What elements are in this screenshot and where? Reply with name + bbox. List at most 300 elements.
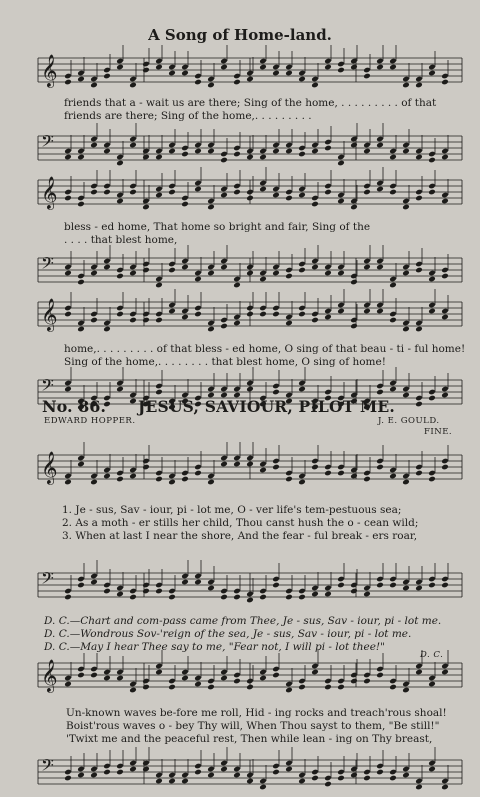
note-head — [220, 594, 228, 601]
note-head — [142, 317, 150, 324]
note-head — [311, 82, 319, 89]
note-head — [77, 582, 85, 589]
treble-clef: 𝄞 — [41, 298, 58, 331]
note-head — [233, 151, 241, 158]
note-head — [90, 479, 98, 486]
note-head — [376, 186, 384, 193]
dc-line: D. C.—Wondrous Sov-'reign of the sea, Je - sus, Sav - iour, pi - lot me. — [44, 628, 412, 640]
note-head — [207, 270, 215, 277]
note-head — [376, 264, 384, 271]
dc-line: D. C.—May I hear Thee say to me, "Fear not, I will pi - lot thee!" — [44, 641, 385, 653]
note-head — [259, 311, 267, 318]
note-head — [181, 70, 189, 77]
note-head — [285, 766, 293, 773]
note-head — [298, 594, 306, 601]
note-head — [103, 675, 111, 682]
note-head — [233, 282, 241, 289]
note-head — [259, 467, 267, 474]
note-head — [194, 276, 202, 283]
note-head — [90, 672, 98, 679]
note-head — [428, 308, 436, 315]
note-head — [155, 669, 163, 676]
note-head — [415, 669, 423, 676]
note-head — [337, 775, 345, 782]
note-head — [415, 267, 423, 274]
dc-mark: D. C. — [420, 650, 444, 660]
note-head — [259, 276, 267, 283]
dc-line: D. C.—Chart and com-pass came from Thee, Je - sus, Sav - iour, pi - lot me. — [44, 615, 442, 627]
note-head — [337, 270, 345, 277]
note-head — [415, 784, 423, 791]
note-head — [90, 270, 98, 277]
note-head — [220, 766, 228, 773]
note-head — [116, 476, 124, 483]
note-head — [181, 476, 189, 483]
note-head — [103, 473, 111, 480]
note-head — [77, 279, 85, 286]
note-head — [376, 672, 384, 679]
note-head — [441, 784, 449, 791]
note-head — [142, 588, 150, 595]
hymn-number: No. 86. — [42, 397, 106, 416]
note-head — [402, 204, 410, 211]
note-head — [246, 76, 254, 83]
note-head — [77, 76, 85, 83]
note-head — [129, 82, 137, 89]
note-head — [363, 308, 371, 315]
note-head — [376, 769, 384, 776]
note-head — [168, 479, 176, 486]
note-head — [64, 311, 72, 318]
note-head — [103, 326, 111, 333]
note-head — [220, 192, 228, 199]
note-head — [64, 775, 72, 782]
note-head — [350, 64, 358, 71]
note-head — [181, 151, 189, 158]
note-head — [77, 672, 85, 679]
note-head — [155, 64, 163, 71]
note-head — [337, 198, 345, 205]
note-head — [428, 395, 436, 402]
treble-clef: 𝄞 — [41, 451, 58, 484]
note-head — [246, 154, 254, 161]
note-head — [363, 591, 371, 598]
note-head — [116, 769, 124, 776]
note-head — [272, 192, 280, 199]
note-head — [441, 154, 449, 161]
note-head — [298, 684, 306, 691]
note-head — [103, 769, 111, 776]
note-head — [311, 317, 319, 324]
note-head — [337, 160, 345, 167]
note-head — [194, 79, 202, 86]
note-head — [90, 579, 98, 586]
note-head — [402, 392, 410, 399]
note-head — [389, 282, 397, 289]
note-head — [259, 784, 267, 791]
note-head — [376, 64, 384, 71]
note-head — [415, 401, 423, 408]
note-head — [142, 267, 150, 274]
note-head — [259, 64, 267, 71]
verse-line: 2. As a moth - er stills her child, Thou canst hush the o - cean wild; — [62, 517, 419, 529]
note-head — [90, 82, 98, 89]
note-head — [142, 684, 150, 691]
note-head — [233, 189, 241, 196]
note-head — [311, 148, 319, 155]
note-head — [103, 264, 111, 271]
note-head — [272, 311, 280, 318]
note-head — [116, 64, 124, 71]
note-head — [207, 326, 215, 333]
lyric-line: friends are there; Sing of the home,. . . . . . . . . — [64, 110, 312, 122]
note-head — [428, 70, 436, 77]
note-head — [220, 64, 228, 71]
note-head — [90, 189, 98, 196]
note-head — [376, 389, 384, 396]
note-head — [142, 67, 150, 74]
note-head — [402, 326, 410, 333]
composer-credit: J. E. GOULD. — [378, 416, 440, 426]
note-head — [285, 195, 293, 202]
note-head — [389, 64, 397, 71]
note-head — [220, 675, 228, 682]
note-head — [77, 201, 85, 208]
note-head — [233, 461, 241, 468]
note-head — [220, 461, 228, 468]
note-head — [207, 772, 215, 779]
note-head — [298, 479, 306, 486]
note-head — [311, 464, 319, 471]
lyric-line: Sing of the home,. . . . . . . . that blest home, O sing of home! — [64, 356, 386, 368]
note-head — [324, 684, 332, 691]
note-head — [77, 772, 85, 779]
note-head — [311, 669, 319, 676]
lyric-line: . . . . that blest home, — [64, 234, 178, 246]
hymn-title: JESUS, SAVIOUR, PILOT ME. — [138, 397, 395, 416]
note-head — [389, 775, 397, 782]
note-head — [155, 192, 163, 199]
note-head — [311, 264, 319, 271]
note-head — [103, 189, 111, 196]
note-head — [207, 479, 215, 486]
note-head — [259, 675, 267, 682]
note-head — [324, 591, 332, 598]
note-head — [181, 201, 189, 208]
note-head — [246, 597, 254, 604]
note-head — [246, 461, 254, 468]
note-head — [311, 201, 319, 208]
bass-clef: 𝄢 — [41, 568, 54, 592]
note-head — [389, 684, 397, 691]
note-head — [103, 148, 111, 155]
note-head — [116, 675, 124, 682]
note-head — [402, 479, 410, 486]
note-head — [181, 579, 189, 586]
note-head — [194, 769, 202, 776]
note-head — [298, 76, 306, 83]
note-head — [155, 778, 163, 785]
note-head — [194, 579, 202, 586]
note-head — [155, 476, 163, 483]
note-head — [181, 675, 189, 682]
note-head — [428, 157, 436, 164]
note-head — [324, 145, 332, 152]
note-head — [376, 308, 384, 315]
note-head — [207, 82, 215, 89]
fine-mark: FINE. — [424, 427, 453, 437]
note-head — [181, 778, 189, 785]
note-head — [428, 189, 436, 196]
note-head — [233, 79, 241, 86]
note-head — [441, 314, 449, 321]
note-head — [324, 189, 332, 196]
note-head — [272, 148, 280, 155]
note-head — [129, 473, 137, 480]
note-head — [350, 323, 358, 330]
bass-clef: 𝄢 — [41, 253, 54, 277]
note-head — [402, 82, 410, 89]
note-head — [311, 775, 319, 782]
note-head — [142, 154, 150, 161]
note-head — [363, 73, 371, 80]
note-head — [142, 766, 150, 773]
note-head — [246, 195, 254, 202]
note-head — [324, 314, 332, 321]
note-head — [389, 582, 397, 589]
author-credit: EDWARD HOPPER. — [44, 416, 136, 426]
note-head — [363, 189, 371, 196]
note-head — [350, 588, 358, 595]
lyric-line: home,. . . . . . . . . of that bless - ed home, O sing of that beau - ti - ful home! — [64, 343, 466, 355]
refrain-line: Boist'rous waves o - bey Thy will, When Thou sayst to them, "Be still!" — [66, 720, 440, 732]
note-head — [402, 687, 410, 694]
note-head — [272, 270, 280, 277]
note-head — [116, 591, 124, 598]
note-head — [324, 781, 332, 788]
note-head — [90, 317, 98, 324]
note-head — [376, 582, 384, 589]
note-head — [402, 772, 410, 779]
note-head — [285, 70, 293, 77]
note-head — [246, 684, 254, 691]
note-head — [246, 386, 254, 393]
note-head — [168, 594, 176, 601]
note-head — [90, 772, 98, 779]
note-head — [259, 154, 267, 161]
note-head — [389, 154, 397, 161]
note-head — [441, 669, 449, 676]
note-head — [259, 186, 267, 193]
note-head — [441, 582, 449, 589]
note-head — [272, 672, 280, 679]
note-head — [363, 264, 371, 271]
note-head — [441, 392, 449, 399]
note-head — [285, 273, 293, 280]
note-head — [376, 464, 384, 471]
verse-line: 3. When at last I near the shore, And the fear - ful break - ers roar, — [62, 530, 418, 542]
note-head — [402, 270, 410, 277]
treble-clef: 𝄞 — [41, 176, 58, 209]
lyric-line: bless - ed home, That home so bright and fair, Sing of the — [64, 221, 371, 233]
note-head — [415, 326, 423, 333]
note-head — [324, 270, 332, 277]
note-head — [116, 198, 124, 205]
note-head — [298, 778, 306, 785]
note-head — [415, 195, 423, 202]
note-head — [350, 279, 358, 286]
note-head — [77, 461, 85, 468]
note-head — [285, 687, 293, 694]
note-head — [350, 204, 358, 211]
note-head — [389, 386, 397, 393]
note-head — [194, 681, 202, 688]
note-head — [155, 389, 163, 396]
note-head — [77, 154, 85, 161]
note-head — [298, 151, 306, 158]
note-head — [246, 778, 254, 785]
note-head — [116, 273, 124, 280]
note-head — [441, 273, 449, 280]
note-head — [64, 195, 72, 202]
note-head — [168, 148, 176, 155]
note-head — [168, 70, 176, 77]
treble-clef: 𝄞 — [41, 659, 58, 692]
note-head — [363, 775, 371, 782]
note-head — [129, 594, 137, 601]
note-head — [389, 189, 397, 196]
note-head — [155, 317, 163, 324]
bass-clef: 𝄢 — [41, 131, 54, 155]
note-head — [272, 389, 280, 396]
note-head — [285, 476, 293, 483]
note-head — [350, 772, 358, 779]
note-head — [441, 198, 449, 205]
bass-clef: 𝄢 — [41, 755, 54, 779]
note-head — [194, 186, 202, 193]
note-head — [272, 70, 280, 77]
note-head — [363, 678, 371, 685]
note-head — [129, 766, 137, 773]
note-head — [311, 591, 319, 598]
note-head — [350, 473, 358, 480]
note-head — [168, 189, 176, 196]
note-head — [324, 470, 332, 477]
note-head — [337, 582, 345, 589]
note-head — [129, 142, 137, 149]
note-head — [64, 386, 72, 393]
refrain-line: Un-known waves be-fore me roll, Hid - ing rocks and treach'rous shoal! — [66, 707, 447, 719]
note-head — [168, 778, 176, 785]
bass-clef: 𝄢 — [41, 375, 54, 399]
note-head — [64, 479, 72, 486]
note-head — [155, 154, 163, 161]
note-head — [402, 585, 410, 592]
note-head — [298, 192, 306, 199]
note-head — [233, 678, 241, 685]
note-head — [207, 148, 215, 155]
note-head — [324, 64, 332, 71]
treble-clef: 𝄞 — [41, 54, 58, 87]
note-head — [350, 678, 358, 685]
note-head — [246, 311, 254, 318]
note-head — [285, 148, 293, 155]
note-head — [207, 204, 215, 211]
note-head — [441, 464, 449, 471]
note-head — [415, 470, 423, 477]
verse-line: 1. Je - sus, Sav - iour, pi - lot me, O - ver life's tem-pestuous sea; — [62, 504, 402, 516]
refrain-line: 'Twixt me and the peaceful rest, Then while lean - ing on Thy breast, — [66, 733, 433, 745]
note-head — [337, 67, 345, 74]
song-title: A Song of Home-land. — [148, 26, 332, 44]
note-head — [220, 157, 228, 164]
note-head — [116, 160, 124, 167]
note-head — [428, 681, 436, 688]
note-head — [129, 398, 137, 405]
note-head — [233, 320, 241, 327]
note-head — [389, 317, 397, 324]
note-head — [64, 79, 72, 86]
note-head — [350, 142, 358, 149]
note-head — [389, 473, 397, 480]
note-head — [194, 311, 202, 318]
note-head — [428, 766, 436, 773]
note-head — [129, 189, 137, 196]
note-head — [142, 464, 150, 471]
note-head — [194, 148, 202, 155]
note-head — [220, 323, 228, 330]
note-head — [220, 264, 228, 271]
note-head — [90, 142, 98, 149]
note-head — [415, 154, 423, 161]
note-head — [415, 585, 423, 592]
note-head — [272, 464, 280, 471]
note-head — [441, 79, 449, 86]
note-head — [428, 476, 436, 483]
note-head — [402, 148, 410, 155]
note-head — [155, 282, 163, 289]
note-head — [207, 684, 215, 691]
note-head — [168, 684, 176, 691]
note-head — [129, 317, 137, 324]
note-head — [298, 386, 306, 393]
note-head — [103, 588, 111, 595]
note-head — [298, 311, 306, 318]
note-head — [285, 594, 293, 601]
note-head — [428, 582, 436, 589]
note-head — [129, 270, 137, 277]
note-head — [337, 684, 345, 691]
note-head — [116, 311, 124, 318]
lyric-line: friends that a - wait us are there; Sing of the home, . . . . . . . . . of that — [64, 97, 437, 109]
note-head — [64, 681, 72, 688]
note-head — [155, 588, 163, 595]
note-head — [181, 264, 189, 271]
note-head — [285, 320, 293, 327]
note-head — [129, 687, 137, 694]
note-head — [168, 267, 176, 274]
note-head — [142, 204, 150, 211]
note-head — [337, 308, 345, 315]
note-head — [103, 73, 111, 80]
note-head — [233, 594, 241, 601]
note-head — [376, 142, 384, 149]
note-head — [337, 470, 345, 477]
note-head — [77, 326, 85, 333]
note-head — [64, 154, 72, 161]
note-head — [168, 308, 176, 315]
note-head — [64, 594, 72, 601]
